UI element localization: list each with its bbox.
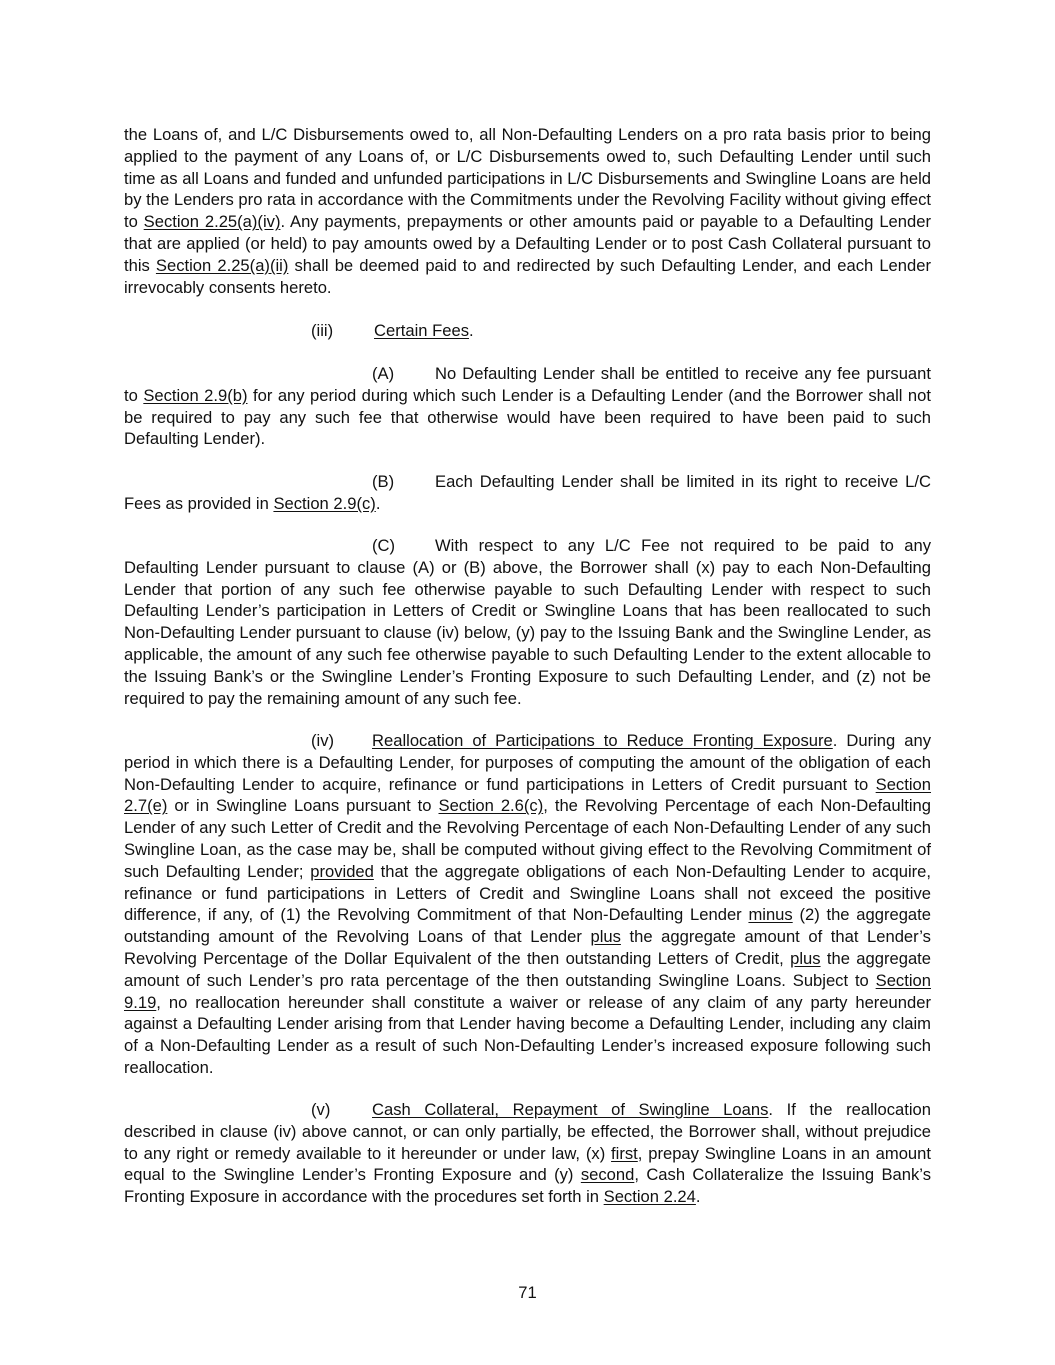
text: the aggregate amount of such Lender’s pro rata percentage of the then outstanding Swingline Loans. Subject to bbox=[124, 948, 932, 990]
clause-label: (v) bbox=[311, 1100, 331, 1119]
clause-label: (C) bbox=[372, 536, 396, 555]
clause-title: Cash Collateral, Repayment of Swingline Loans bbox=[372, 1100, 769, 1119]
defined-term: first bbox=[611, 1143, 638, 1163]
section-reference: Section 2.25(a)(iv) bbox=[143, 212, 281, 232]
text: the Loans of, and L/C Disbursements owed to, all Non-Defaulting Lenders on a pro rata basis prior to being applied to the payment of any Loans of, or L/C Disbursements owed to, such Defaulting Lender until such time as all Loans and funded and unfunded participations in L/C Disbursements and Swingline Loans are held by the Lenders pro rata in accordance with the Commitments under the Revolving Facility without giving effect to bbox=[124, 125, 931, 232]
clause-title: Reallocation of Participations to Reduce Fronting Exposure bbox=[372, 731, 833, 750]
clause-label: (B) bbox=[372, 472, 395, 491]
subclause-b bbox=[124, 471, 931, 515]
section-reference: Section 9.19 bbox=[124, 970, 931, 1012]
clause-iv bbox=[124, 730, 931, 1079]
defined-term: plus bbox=[790, 948, 821, 968]
text: shall be deemed paid to and redirected by such Defaulting Lender, and each Lender irrevocably consents hereto. bbox=[124, 255, 931, 297]
defined-term: plus bbox=[590, 927, 621, 947]
text: With respect to any L/C Fee not required to be paid to any Defaulting Lender pursuant to clause (A) or (B) above, the Borrower shall (x) pay to each Non-Defaulting Lender that portion of any such fee otherwise payable to such Defaulting Lender with respect to such Defaulting Lender’s participation in Letters of Credit or Swingline Loans that has been reallocated to such Non-Defaulting Lender pursuant to clause (iv) below, (y) pay to the Issuing Bank and the Swingline Lender, as applicable, the amount of any such fee otherwise payable to such Defaulting Lender to the extent allocable to the Issuing Bank’s or the Swingline Lender’s Fronting Exposure to such Defaulting Lender, and (z) not be required to pay the remaining amount of any such fee. bbox=[124, 536, 931, 708]
clause-label: (iv) bbox=[311, 731, 335, 750]
text: or in Swingline Loans pursuant to bbox=[167, 796, 439, 816]
text: (2) the aggregate outstanding amount of the Revolving Loans of that Lender bbox=[124, 905, 931, 947]
text: that the aggregate obligations of each Non-Defaulting Lender to acquire, refinance or fund participations in Letters of Credit and Swingline Loans shall not exceed the positive difference, if any, of (1) the Revolving Commitment of that Non-Defaulting Lender bbox=[124, 861, 931, 925]
text: . bbox=[375, 493, 381, 513]
text: . Any payments, prepayments or other amounts paid or payable to a Defaulting Lender that are applied (or held) to pay amounts owed by a Defaulting Lender or to post Cash Collateral pursuant to this bbox=[124, 212, 931, 275]
clause-iii-heading bbox=[311, 320, 474, 342]
subclause-c bbox=[124, 535, 931, 709]
clause-label: (A) bbox=[372, 364, 395, 383]
text: No Defaulting Lender shall be entitled to receive any fee pursuant to bbox=[124, 364, 931, 405]
section-reference: Section 2.25(a)(ii) bbox=[155, 255, 289, 275]
paragraph-continuation bbox=[124, 124, 931, 298]
text: for any period during which such Lender is a Defaulting Lender (and the Borrower shall not be required to pay any such fee that otherwise would have been required to have been paid to such Defaulting Lender). bbox=[124, 385, 931, 449]
text: , prepay Swingline Loans in an amount equal to the Swingline Lender’s Fronting Exposure and (y) bbox=[124, 1143, 932, 1185]
section-reference: Section 2.7(e) bbox=[124, 774, 931, 816]
text: Each Defaulting Lender shall be limited in its right to receive L/C Fees as provided in bbox=[124, 472, 931, 513]
defined-term: provided bbox=[310, 861, 374, 881]
text: , the Revolving Percentage of each Non-Defaulting Lender of any such Letter of Credit and the Revolving Percentage of each Non-Defaulting Lender of any such Swingline Loan, as the case may be, shall be computed without giving effect to the Revolving Commitment of such Defaulting Lender; bbox=[124, 796, 932, 881]
text: the aggregate amount of that Lender’s Revolving Percentage of the Dollar Equivalent of the then outstanding Letters of Credit, bbox=[124, 927, 931, 968]
section-reference: Section 2.6(c) bbox=[438, 796, 544, 816]
clause-label: (iii) bbox=[311, 321, 334, 340]
section-reference: Section 2.24 bbox=[603, 1187, 696, 1207]
text: . If the reallocation described in clause (iv) above cannot, or can only partially, be effected, the Borrower shall, without prejudice to any right or remedy available to it hereunder or under law, (x) bbox=[124, 1100, 931, 1163]
section-reference: Section 2.9(b) bbox=[143, 385, 248, 405]
clause-title: Certain Fees bbox=[374, 321, 469, 340]
section-reference: Section 2.9(c) bbox=[273, 493, 376, 513]
text: , Cash Collateralize the Issuing Bank’s Fronting Exposure in accordance with the procedures set forth in bbox=[124, 1165, 931, 1207]
subclause-a bbox=[124, 363, 931, 450]
text: . bbox=[469, 321, 474, 340]
defined-term: minus bbox=[748, 905, 793, 925]
page-number: 71 bbox=[518, 1283, 537, 1302]
clause-v bbox=[124, 1099, 931, 1208]
text: . bbox=[695, 1187, 701, 1207]
defined-term: second bbox=[580, 1165, 635, 1185]
text: . During any period in which there is a Defaulting Lender, for purposes of computing the amount of the obligation of each Non-Defaulting Lender to acquire, refinance or fund participations in Letters of Credit pursuant to bbox=[124, 731, 932, 794]
text: , no reallocation hereunder shall constitute a waiver or release of any claim of any party hereunder against a Defaulting Lender arising from that Lender having become a Defaulting Lender, including any claim of a Non-Defaulting Lender as a result of such Non-Defaulting Lender’s increased exposure following such reallocation. bbox=[124, 992, 931, 1077]
